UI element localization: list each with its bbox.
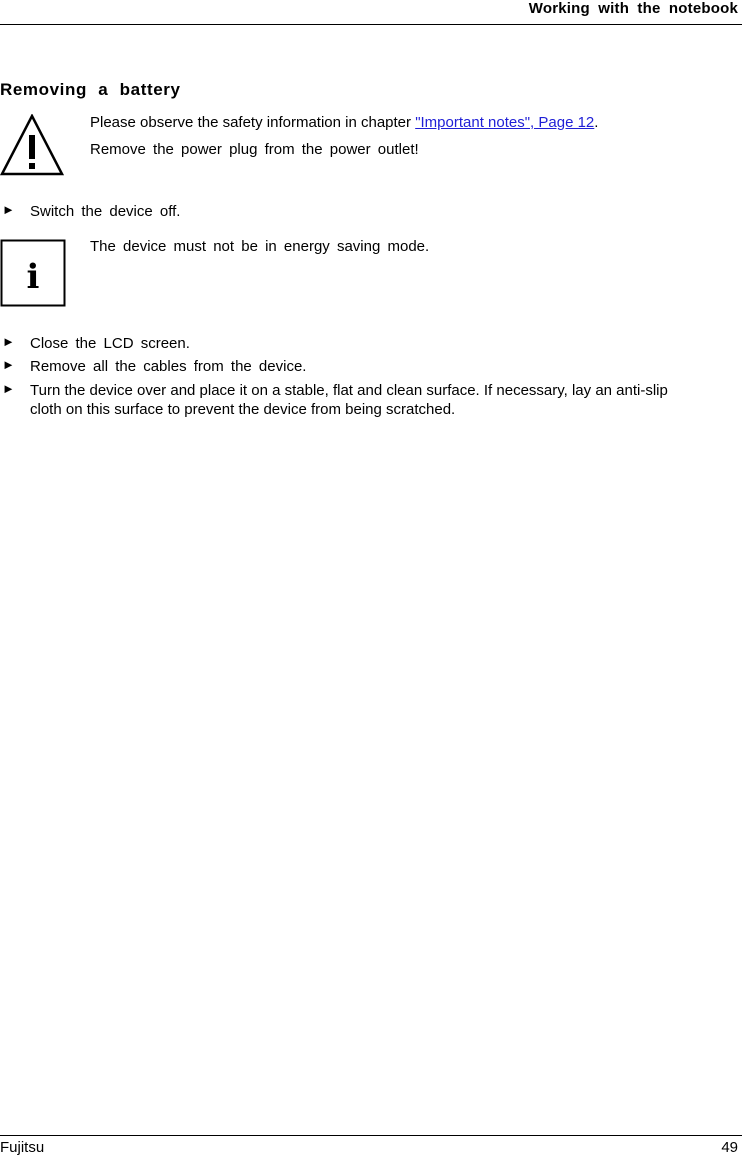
svg-text:i: i <box>26 257 40 297</box>
footer-brand: Fujitsu <box>0 1139 45 1156</box>
info-note: The device must not be in energy saving mode. <box>90 238 430 255</box>
warning-text-after-link: . <box>594 114 599 131</box>
section-heading: Removing a battery <box>0 80 181 99</box>
warning-power-plug-note: Remove the power plug from the power outlet! <box>90 141 419 158</box>
footer-divider <box>0 1135 742 1136</box>
step-text: Turn the device over and place it on a stable, flat and clean surface. If necessary, lay an anti-slip cloth on this surface to prevent the device from being scratched. <box>30 382 668 418</box>
step-text: Switch the device off. <box>30 203 181 220</box>
warning-text-before-link: Please observe the safety information in chapter <box>90 114 416 131</box>
bullet-arrow-icon: ► <box>2 357 15 372</box>
bullet-arrow-icon: ► <box>2 334 15 349</box>
page-number: 49 <box>721 1139 738 1156</box>
page-header-title: Working with the notebook <box>528 0 738 17</box>
important-notes-link[interactable]: "Important notes", Page 12 <box>415 114 595 131</box>
step-text: Remove all the cables from the device. <box>30 358 307 375</box>
header-divider <box>0 24 742 25</box>
step-text: Close the LCD screen. <box>30 335 190 352</box>
bullet-arrow-icon: ► <box>2 381 15 396</box>
bullet-arrow-icon: ► <box>2 202 15 217</box>
exclamation-warning-icon <box>0 114 64 176</box>
info-icon <box>0 239 66 307</box>
warning-safety-note <box>90 114 598 131</box>
